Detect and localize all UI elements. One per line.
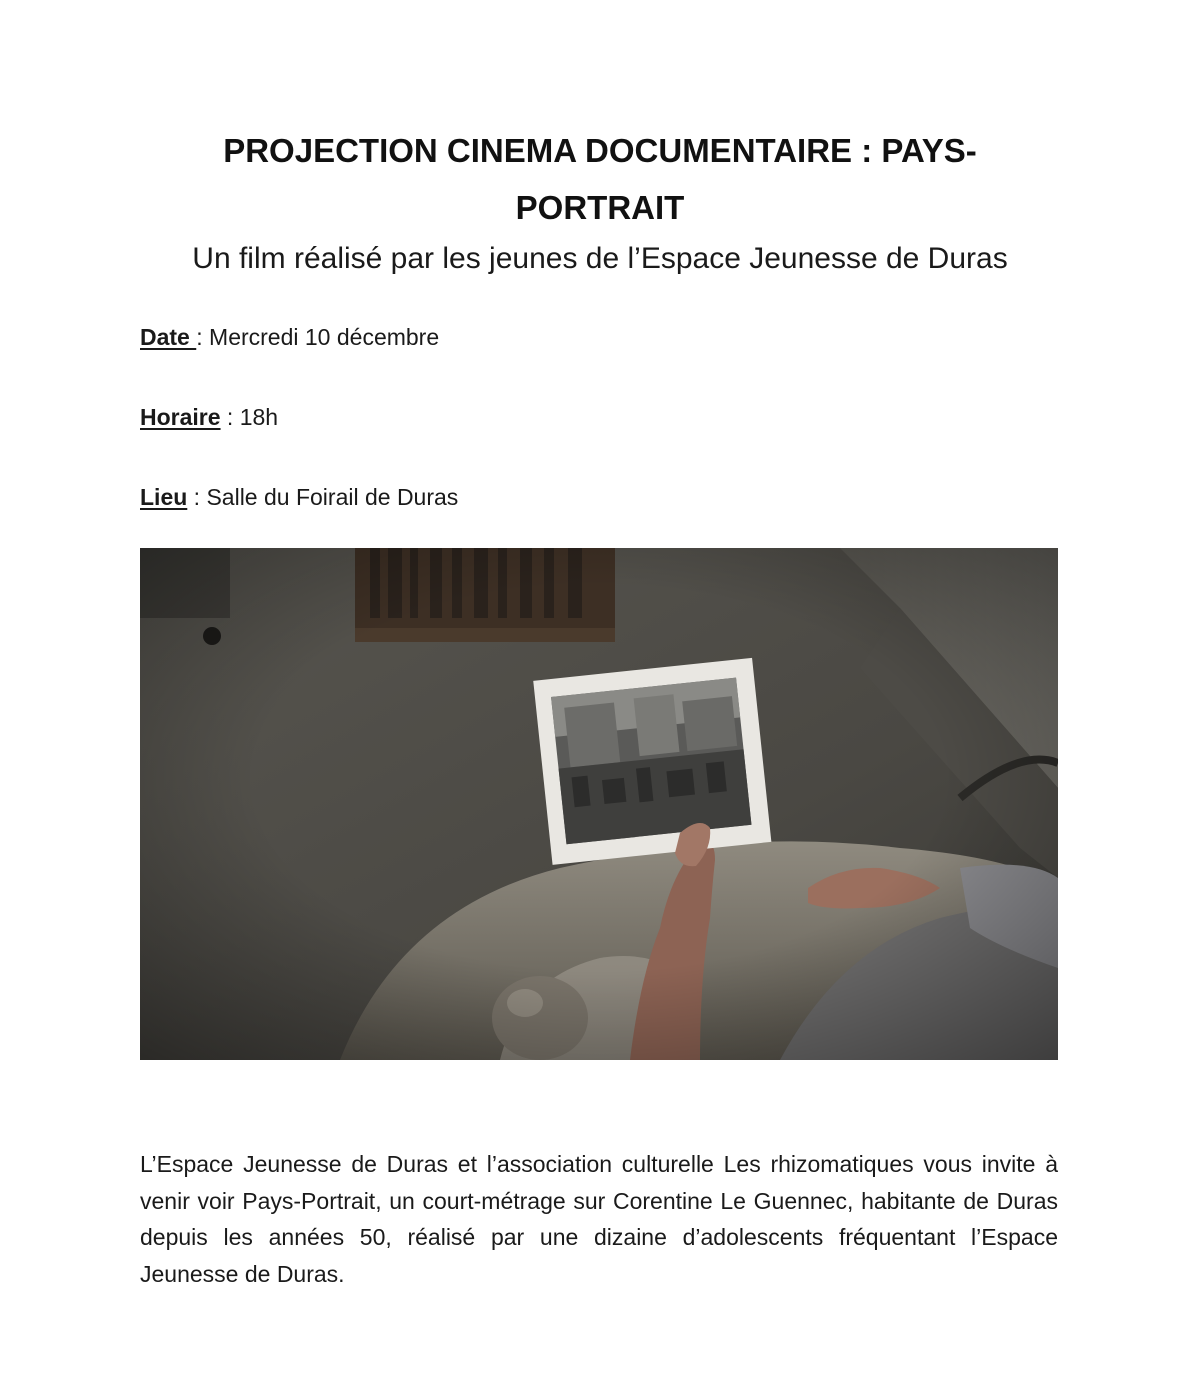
date-field [140,321,439,353]
event-description: L’Espace Jeunesse de Duras et l’association culturelle Les rhizomatiques vous invite à venir voir Pays-Portrait, un court-métrage sur Corentine Le Guennec, habitante de Duras depuis les années 50, réalisé par une dizaine d’adolescents fréquentant l’Espace Jeunesse de Duras. [140,1151,1058,1287]
time-label: Horaire [140,404,221,430]
date-value: : Mercredi 10 décembre [196,324,440,350]
date-label: Date [140,324,197,350]
place-value: : Salle du Foirail de Duras [187,484,459,510]
film-still-photo [140,548,1058,1060]
time-field [140,401,278,433]
document-subtitle: Un film réalisé par les jeunes de l’Espace Jeunesse de Duras [192,242,1008,275]
document-title: PROJECTION CINEMA DOCUMENTAIRE : PAYS-PORTRAIT [223,132,977,226]
place-field [140,481,458,513]
place-label: Lieu [140,484,188,510]
time-value: : 18h [220,404,279,430]
